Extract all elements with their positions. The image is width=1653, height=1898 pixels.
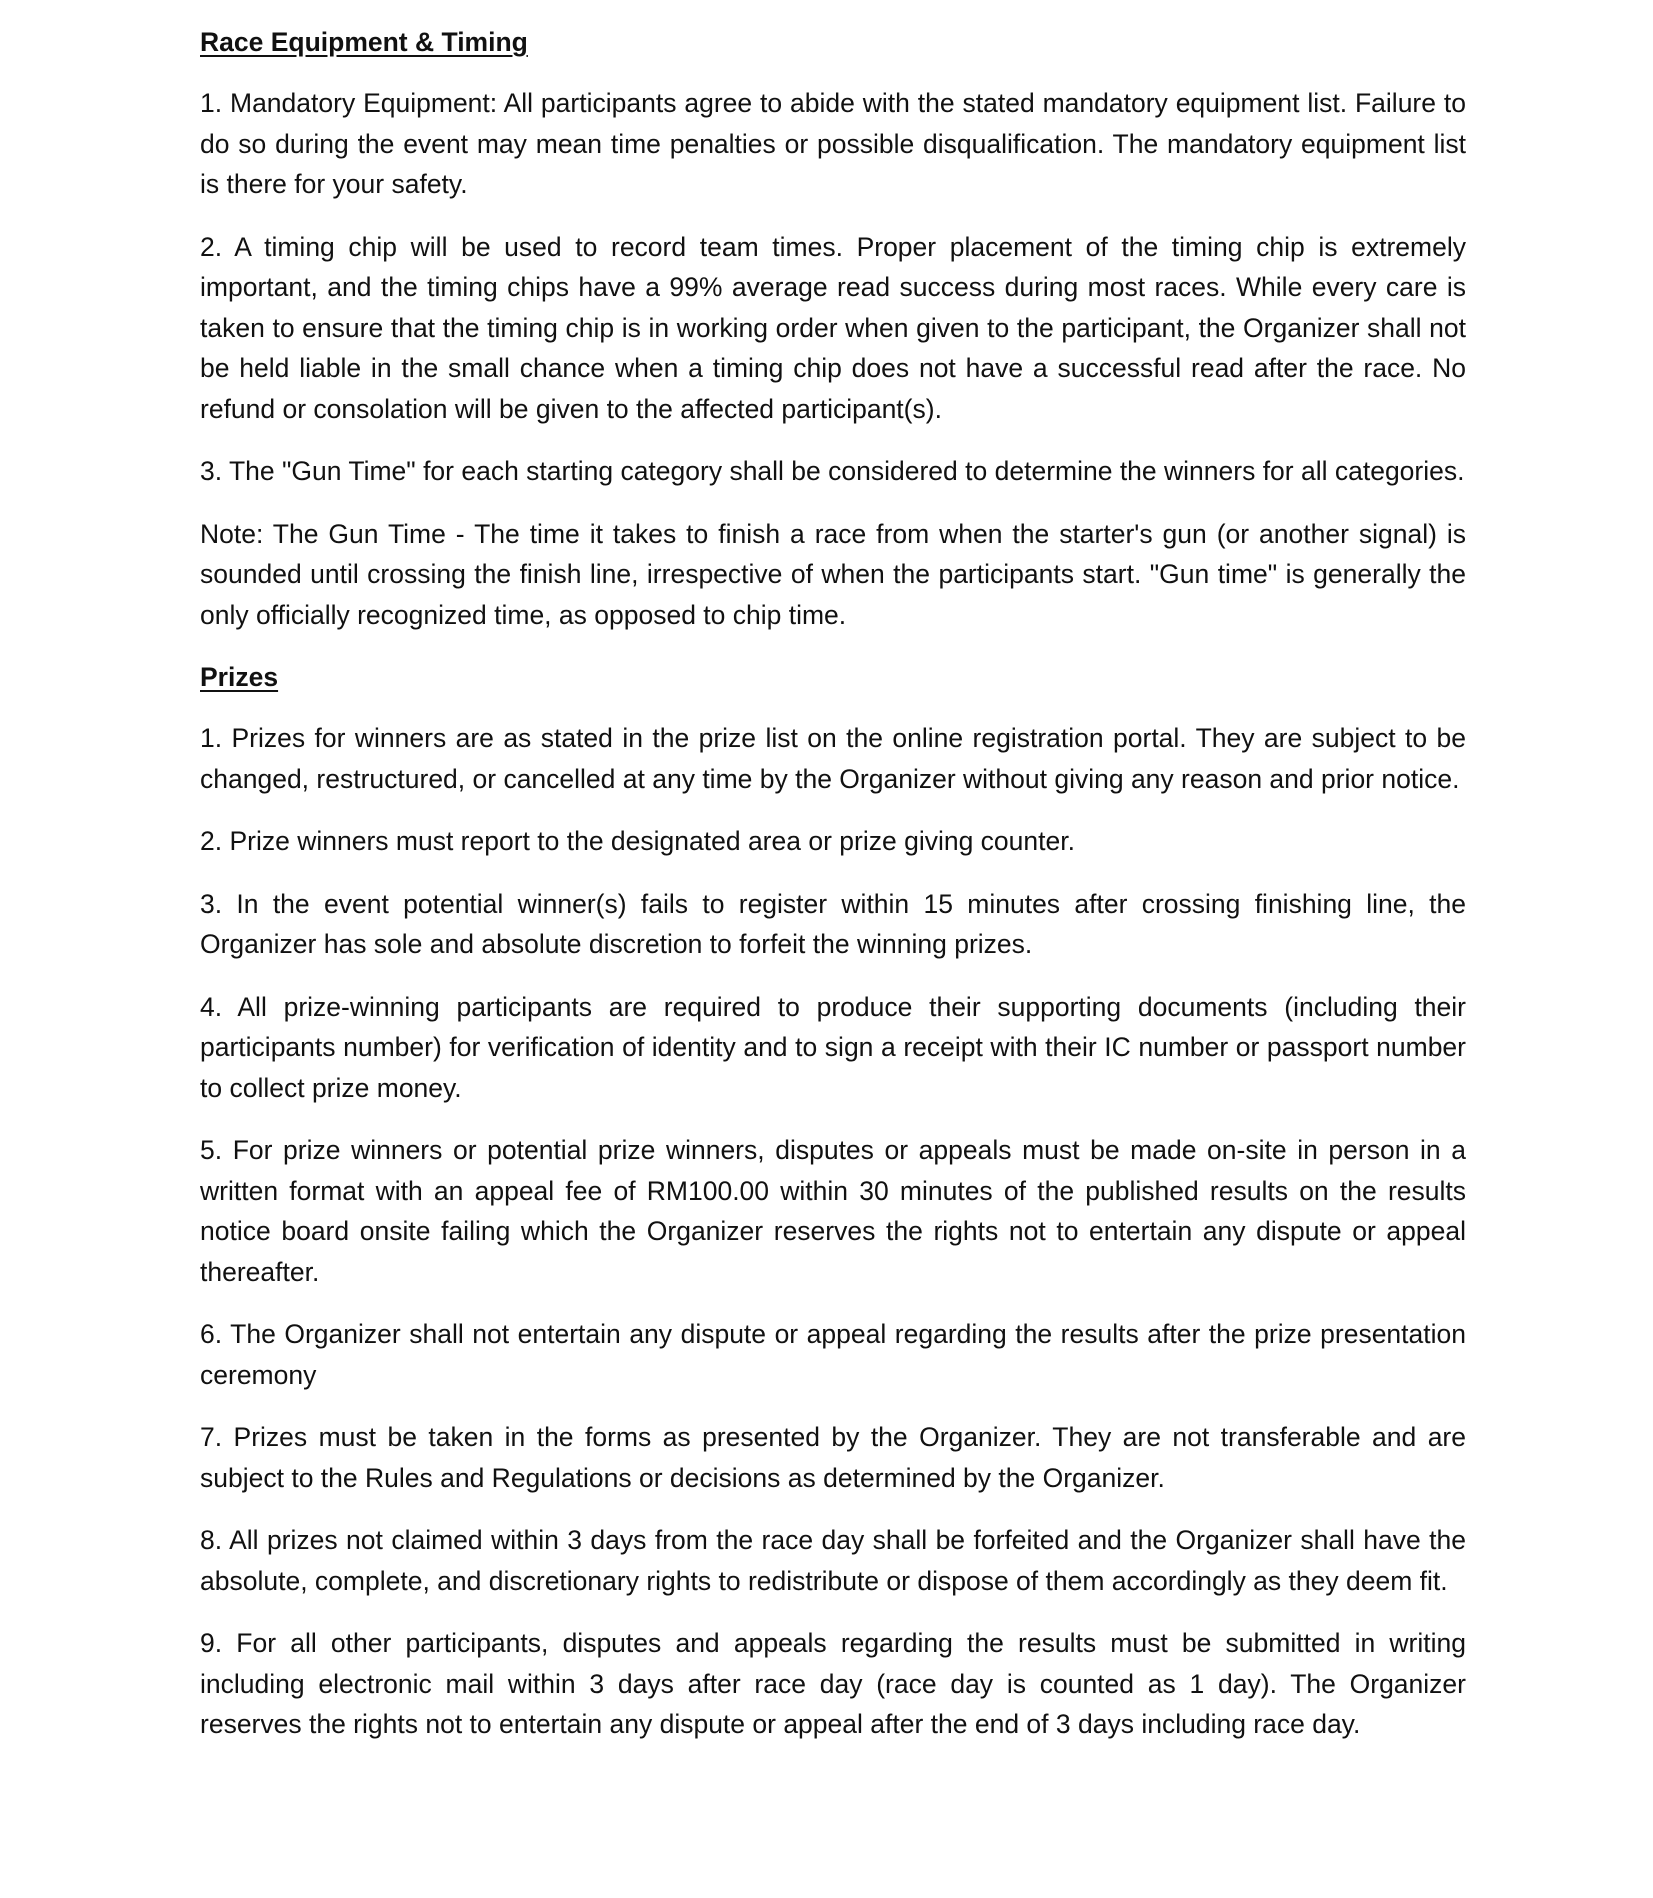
paragraph: 8. All prizes not claimed within 3 days from the race day shall be forfeited and the Organizer shall have the absolute, complete, and discretionary rights to redistribute or dispose of them accordingly as they deem fit. [200, 1525, 1466, 1596]
note-paragraph: Note: The Gun Time - The time it takes to finish a race from when the starter's gun (or another signal) is sounded until crossing the finish line, irrespective of when the participants start. "Gun time" is generally the only officially recognized time, as opposed to chip time. [200, 518, 1466, 630]
section-prizes [200, 657, 1466, 1745]
document-page [200, 22, 1466, 1767]
paragraph: 2. Prize winners must report to the designated area or prize giving counter. [200, 826, 1075, 856]
paragraph: 9. For all other participants, disputes and appeals regarding the results must be submitted in writing including electronic mail within 3 days after race day (race day is counted as 1 day). The Organizer reserves the rights not to entertain any dispute or appeal after the end of 3 days including race day. [200, 1628, 1466, 1739]
paragraph: 4. All prize-winning participants are required to produce their supporting documents (including their participants number) for verification of identity and to sign a receipt with their IC number or passport number to collect prize money. [200, 991, 1466, 1103]
paragraph: 1. Prizes for winners are as stated in the prize list on the online registration portal. They are subject to be changed, restructured, or cancelled at any time by the Organizer without giving any reason and prior notice. [200, 723, 1466, 794]
section-heading: Prizes [200, 662, 279, 692]
paragraph: 5. For prize winners or potential prize winners, disputes or appeals must be made on-site in person in a written format with an appeal fee of RM100.00 within 30 minutes of the published results on the results notice board onsite failing which the Organizer reserves the rights not to entertain any dispute or appeal thereafter. [200, 1135, 1466, 1287]
paragraph: 3. The "Gun Time" for each starting category shall be considered to determine the winners for all categories. [200, 456, 1465, 486]
paragraph: 6. The Organizer shall not entertain any dispute or appeal regarding the results after the prize presentation ceremony [200, 1319, 1466, 1390]
paragraph: 2. A timing chip will be used to record team times. Proper placement of the timing chip is extremely important, and the timing chips have a 99% average read success during most races. While every care is taken to ensure that the timing chip is in working order when given to the participant, the Organizer shall not be held liable in the small chance when a timing chip does not have a successful read after the race. No refund or consolation will be given to the affected participant(s). [200, 231, 1466, 424]
section-race-equipment-timing [200, 22, 1466, 635]
section-heading: Race Equipment & Timing [200, 27, 528, 57]
paragraph: 1. Mandatory Equipment: All participants agree to abide with the stated mandatory equipment list. Failure to do so during the event may mean time penalties or possible disqualification. The mandatory equipment list is there for your safety. [200, 88, 1466, 199]
paragraph: 3. In the event potential winner(s) fails to register within 15 minutes after crossing finishing line, the Organizer has sole and absolute discretion to forfeit the winning prizes. [200, 888, 1466, 959]
paragraph: 7. Prizes must be taken in the forms as presented by the Organizer. They are not transferable and are subject to the Rules and Regulations or decisions as determined by the Organizer. [200, 1422, 1466, 1493]
